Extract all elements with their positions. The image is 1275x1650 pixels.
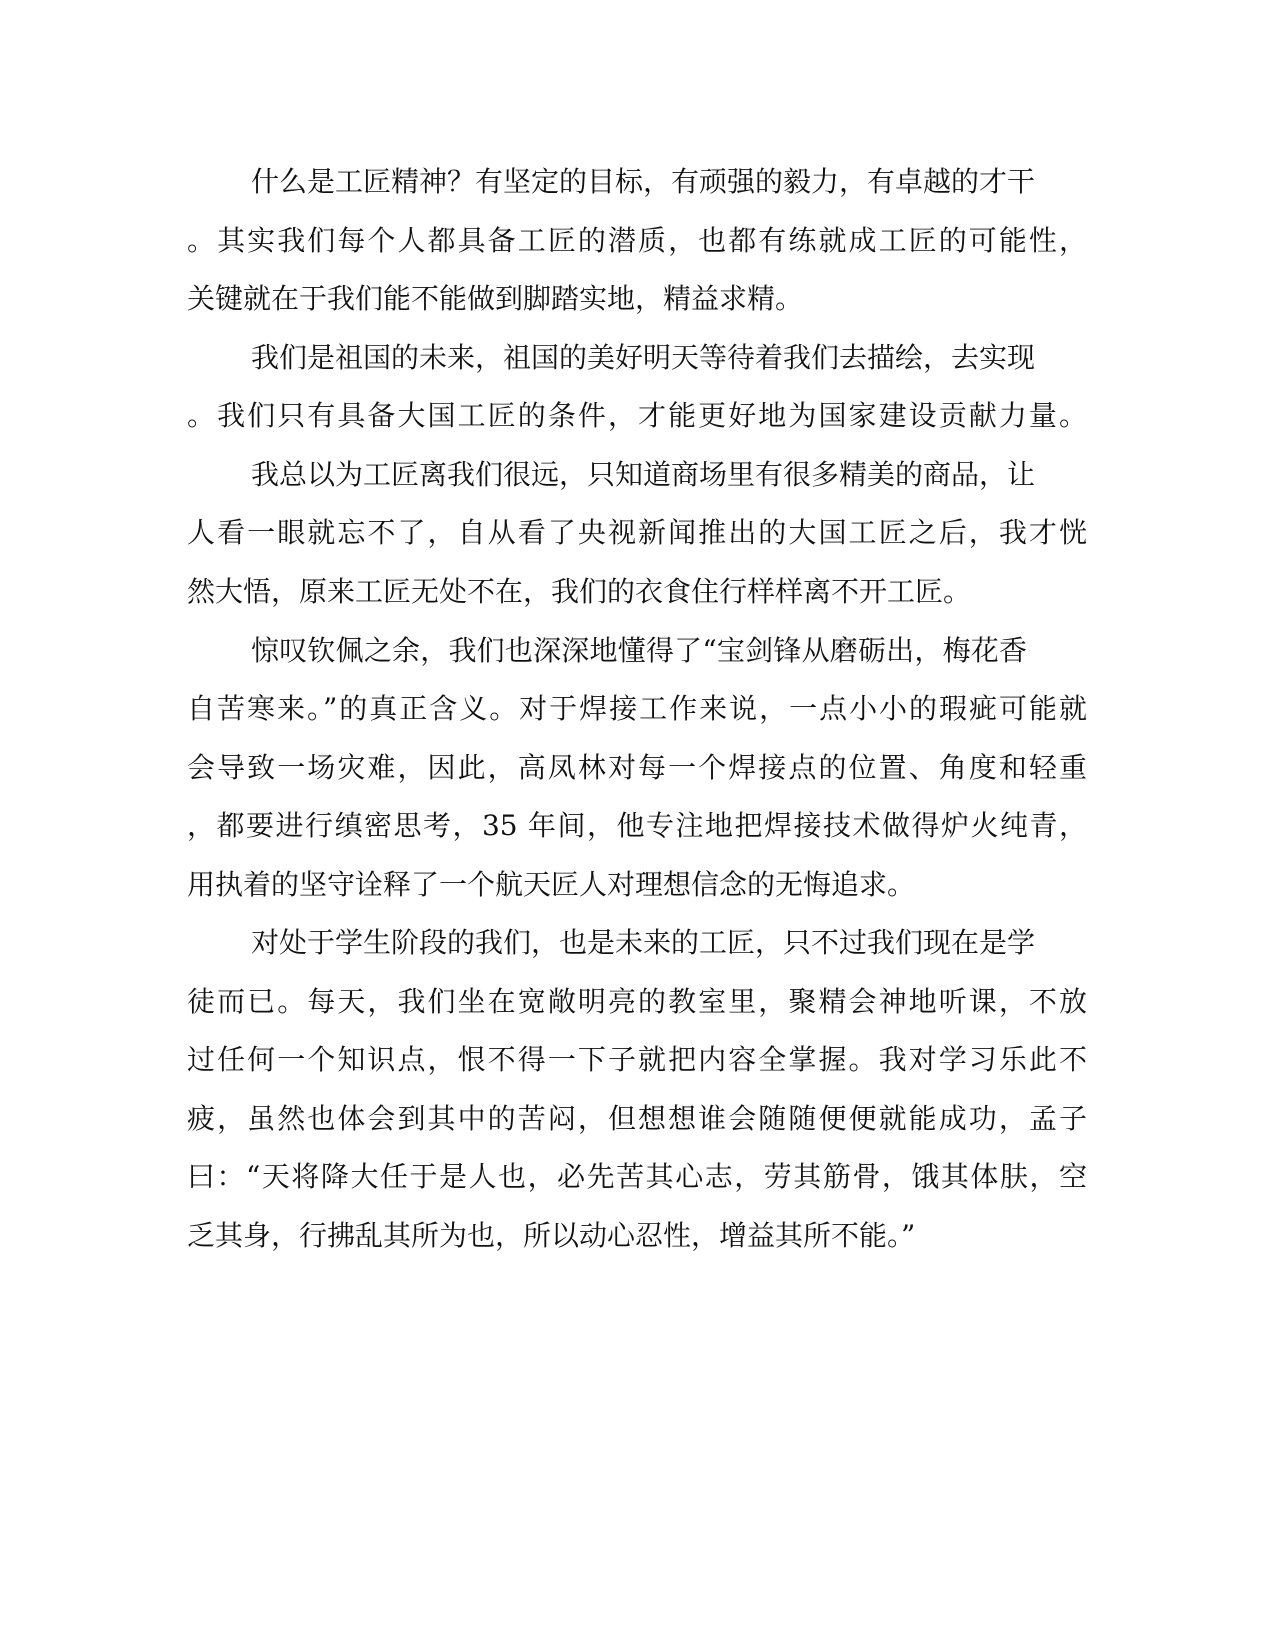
paragraph-line: ，都要进行缜密思考，35 年间，他专注地把焊接技术做得炉火纯青，: [187, 809, 1087, 842]
paragraph-line: 会导致一场灾难，因此，高凤林对每一个焊接点的位置、角度和轻重: [187, 751, 1087, 784]
paragraph-line: 曰：“天将降大任于是人也，必先苦其心志，劳其筋骨，饿其体肤，空: [187, 1160, 1087, 1193]
paragraph-line: 乏其身，行拂乱其所为也，所以动心忍性，增益其所不能。”: [187, 1219, 916, 1252]
paragraph-line: 过任何一个知识点，恨不得一下子就把内容全掌握。我对学习乐此不: [187, 1043, 1087, 1076]
paragraph-line: 对处于学生阶段的我们，也是未来的工匠，只不过我们现在是学: [251, 926, 1036, 959]
paragraph-line: 疲，虽然也体会到其中的苦闷，但想想谁会随随便便就能成功，孟子: [187, 1102, 1087, 1135]
paragraph-line: 用执着的坚守诠释了一个航天匠人对理想信念的无悔追求。: [187, 868, 916, 901]
paragraph-line: 我们是祖国的未来，祖国的美好明天等待着我们去描绘，去实现: [251, 341, 1036, 374]
paragraph-line: 人看一眼就忘不了，自从看了央视新闻推出的大国工匠之后，我才恍: [187, 516, 1087, 549]
paragraph-line: 自苦寒来。”的真正含义。对于焊接工作来说，一点小小的瑕疵可能就: [187, 692, 1087, 725]
paragraph-line: 什么是工匠精神？有坚定的目标，有顽强的毅力，有卓越的才干: [251, 165, 1036, 198]
paragraph-line: 徒而已。每天，我们坐在宽敞明亮的教室里，聚精会神地听课，不放: [187, 985, 1087, 1018]
paragraph-line: 关键就在于我们能不能做到脚踏实地，精益求精。: [187, 282, 804, 315]
paragraph-line: 我总以为工匠离我们很远，只知道商场里有很多精美的商品，让: [251, 458, 1036, 491]
paragraph-line: 惊叹钦佩之余，我们也深深地懂得了“宝剑锋从磨砺出，梅花香: [251, 634, 1027, 667]
paragraph-line: 然大悟，原来工匠无处不在，我们的衣食住行样样离不开工匠。: [187, 575, 972, 608]
paragraph-line: 。我们只有具备大国工匠的条件，才能更好地为国家建设贡献力量。: [187, 399, 1087, 432]
paragraph-line: 。其实我们每个人都具备工匠的潜质，也都有练就成工匠的可能性，: [187, 224, 1087, 257]
